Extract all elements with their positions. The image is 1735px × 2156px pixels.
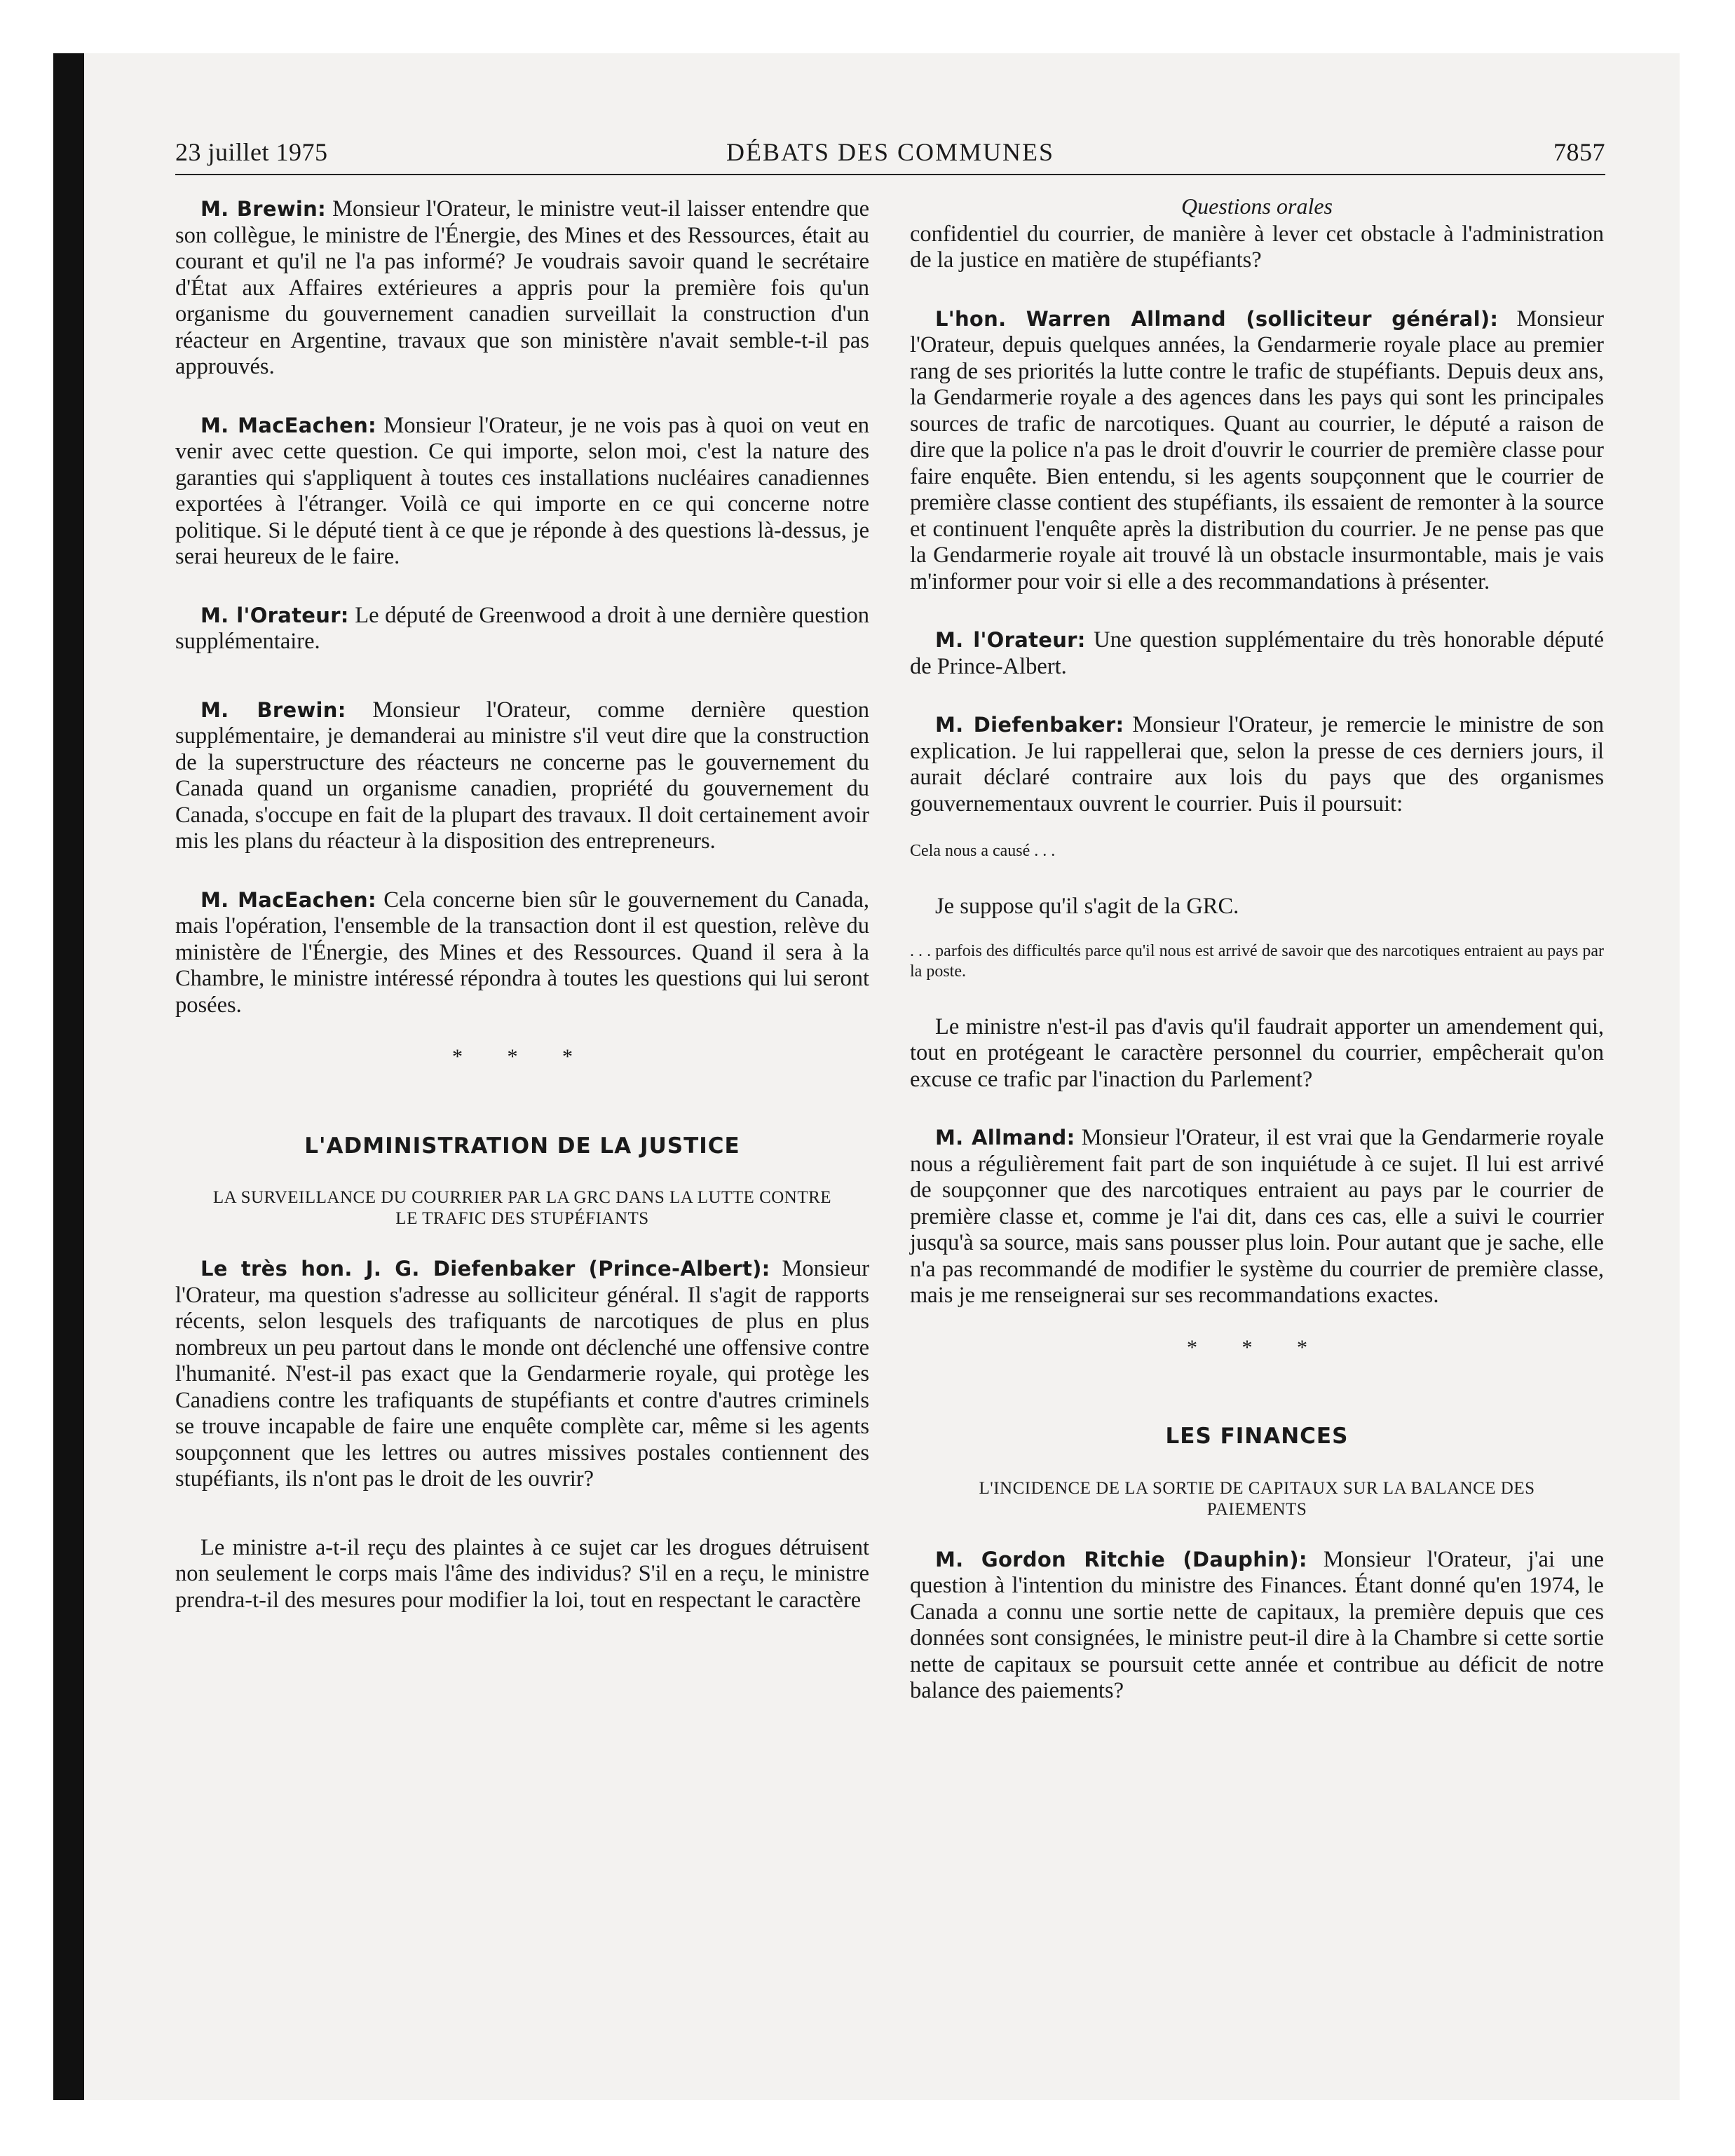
paragraph-text: Le ministre a-t-il reçu des plaintes à ce sujet car les drogues détruisent non seulement le corps mais l'âme des individus? S'il en a reçu, le ministre prendra-t-il des mesures pour modifier la loi, tout en respectant le caractère <box>175 1534 869 1613</box>
paragraph <box>175 413 869 571</box>
speaker-name: M. l'Orateur: <box>935 628 1086 652</box>
block-quote: . . . parfois des difficultés parce qu'il nous est arrivé de savoir que des narcotiques entraient au pays par la poste. <box>910 941 1604 981</box>
section-separator: * * * <box>1187 1335 1327 1359</box>
speaker-name: M. MacEachen: <box>200 413 376 437</box>
paragraph-text: Monsieur l'Orateur, je ne vois pas à quoi on veut en venir avec cette question. Ce qui importe, selon moi, c'est la nature des garanties qui s'appliquent à toutes ces installations nucléaires canadiennes exportées à l'étranger. Voilà ce qui importe en ce qui concerne notre politique. Si le député tient à ce que je réponde à des questions là-dessus, je serai heureux de le faire. <box>175 412 870 569</box>
paragraph-text: Le ministre n'est-il pas d'avis qu'il faudrait apporter un amendement qui, tout en protégeant le caractère personnel du courrier, empêcherait qu'on excuse ce trafic par l'inaction du Parlement? <box>910 1014 1604 1092</box>
paragraph <box>910 306 1604 596</box>
paragraph-text: Monsieur l'Orateur, il est vrai que la Gendarmerie royale nous a régulièrement fait part de son inquiétude à ce sujet. Il lui est arrivé de soupçonner que des narcotiques entraient au pays par le courrier de première classe et, comme je l'ai dit, dans ces cas, elle a suivi le courrier jusqu'à sa source, mais sans pousser plus loin. Pour autant que je sache, elle n'a pas recommandé de modifier le système du courrier de première classe, mais je me renseignerai sur ses recommandations exactes. <box>910 1125 1604 1308</box>
page-header <box>175 137 1605 175</box>
paragraph <box>175 1256 869 1493</box>
running-head: Questions orales <box>1181 193 1333 219</box>
paragraph-text: Monsieur l'Orateur, ma question s'adresse au solliciteur général. Il s'agit de rapports récents, selon lesquels des trafiquants de narcotiques de plus en plus nombreux un peu partout dans le monde ont déclenché une offensive contre l'humanité. N'est-il pas exact que la Gendarmerie royale, qui protège les Canadiens contre les trafiquants de stupéfiants et contre d'autres criminels se trouve incapable de faire une enquête complète car, même si les agents soupçonnent que les lettres ou autres missives postales contiennent des stupéfiants, ils n'ont pas le droit de les ouvrir? <box>175 1256 870 1492</box>
paragraph <box>175 697 869 855</box>
paragraph <box>175 887 869 1019</box>
speaker-name: M. Allmand: <box>935 1126 1075 1149</box>
paragraph-text: Une question supplémentaire du très honorable député de Prince-Albert. <box>910 627 1604 679</box>
speaker-name: M. MacEachen: <box>200 887 376 912</box>
header-page-number: 7857 <box>1553 138 1605 166</box>
section-title: L'ADMINISTRATION DE LA JUSTICE <box>304 1133 740 1159</box>
paragraph <box>175 603 869 655</box>
speaker-name: Le très hon. J. G. Diefenbaker (Prince-Albert): <box>200 1257 770 1281</box>
paragraph <box>910 712 1604 817</box>
paragraph-text: confidentiel du courrier, de manière à lever cet obstacle à l'administration de la justice en matière de stupéfiants? <box>910 221 1604 273</box>
speaker-name: M. Brewin: <box>200 697 346 722</box>
paragraph-text: Monsieur l'Orateur, depuis quelques années, la Gendarmerie royale place au premier rang de ses priorités la lutte contre le trafic de stupéfiants. Depuis deux ans, la Gendarmerie royale a des agences dans les pays qui sont les principales sources de trafic de narcotiques. Quant au courrier, le député a raison de dire que la police n'a pas le droit d'ouvrir le courrier de première classe pour faire enquête. Bien entendu, si les agents soupçonnent que le courrier de première classe contient des stupéfiants, ils essaient de remonter à la source et continuent l'enquête après la distribution du courrier. Je ne pense pas que la Gendarmerie royale ait trouvé là un obstacle insurmontable, mais je vais m'informer pour voir si elle a des recommandations à présenter. <box>910 306 1605 594</box>
paragraph-text: Le député de Greenwood a droit à une dernière question supplémentaire. <box>175 602 870 654</box>
paragraph-text: Cela concerne bien sûr le gouvernement du Canada, mais l'opération, l'ensemble de la transaction dont il est question, relève du ministère de l'Énergie, des Mines et des Ressources. Quand il sera à la Chambre, le ministre intéressé répondra à toutes les questions qui lui seront posées. <box>175 887 869 1018</box>
speaker-name: M. Gordon Ritchie (Dauphin): <box>935 1547 1307 1571</box>
speaker-name: M. Diefenbaker: <box>935 713 1124 737</box>
paragraph-text: Monsieur l'Orateur, le ministre veut-il laisser entendre que son collègue, le ministre de l'Énergie, des Mines et des Ressources, était au courant et qu'il ne l'a pas informé? Je voudrais savoir quand le secrétaire d'État aux Affaires extérieures a appris pour la première fois qu'un organisme du gouvernement canadien surveillait la construction d'un réacteur en Argentine, travaux que son ministère n'avait semble-t-il pas approuvés. <box>175 196 869 379</box>
paragraph <box>910 1014 1604 1093</box>
paragraph <box>910 1547 1604 1705</box>
section-subtitle: LA SURVEILLANCE DU COURRIER PAR LA GRC DANS LA LUTTE CONTRE LE TRAFIC DES STUPÉFIANTS <box>212 1188 832 1228</box>
section-separator: * * * <box>452 1045 592 1068</box>
header-title: DÉBATS DES COMMUNES <box>726 138 1055 166</box>
paragraph-text: Monsieur l'Orateur, comme dernière question supplémentaire, je demanderai au ministre s'il veut dire que la construction de la superstructure des réacteurs ne concerne pas le gouvernement du Canada quand un organisme canadien, propriété du gouvernement du Canada, s'occupe en fait de la plupart des travaux. Il doit certainement avoir mis les plans du réacteur à la disposition des entrepreneurs. <box>175 697 869 854</box>
speaker-name: L'hon. Warren Allmand (solliciteur général): <box>935 306 1499 331</box>
right-column <box>910 193 1605 1737</box>
left-column <box>175 196 869 1646</box>
section-title: LES FINANCES <box>1165 1424 1349 1449</box>
paragraph <box>175 196 869 381</box>
interjection: Je suppose qu'il s'agit de la GRC. <box>935 894 1239 919</box>
speaker-name: M. Brewin: <box>200 197 326 221</box>
section-subtitle: L'INCIDENCE DE LA SORTIE DE CAPITAUX SUR LA BALANCE DES PAIEMENTS <box>979 1478 1535 1519</box>
paragraph <box>910 627 1604 680</box>
speaker-name: M. l'Orateur: <box>200 603 349 627</box>
paragraph-text: Monsieur l'Orateur, je remercie le ministre de son explication. Je lui rappellerai que, selon la presse de ces derniers jours, il aurait déclaré contraire aux lois du pays que des organismes gouvernementaux ouvrent le courrier. Puis il poursuit: <box>910 712 1604 817</box>
block-quote: Cela nous a causé . . . <box>910 842 1056 860</box>
header-date: 23 juillet 1975 <box>175 138 328 166</box>
paragraph-text: Monsieur l'Orateur, j'ai une question à l'intention du ministre des Finances. Étant donné qu'en 1974, le Canada a connu une sortie nette de capitaux, la première depuis que ces données sont consignées, le ministre peut-il dire à la Chambre si cette sortie nette de capitaux se poursuit cette année et contribue au déficit de notre balance des paiements? <box>910 1546 1605 1703</box>
paragraph <box>910 1125 1604 1309</box>
paragraph <box>175 1535 869 1614</box>
paragraph <box>910 221 1604 274</box>
